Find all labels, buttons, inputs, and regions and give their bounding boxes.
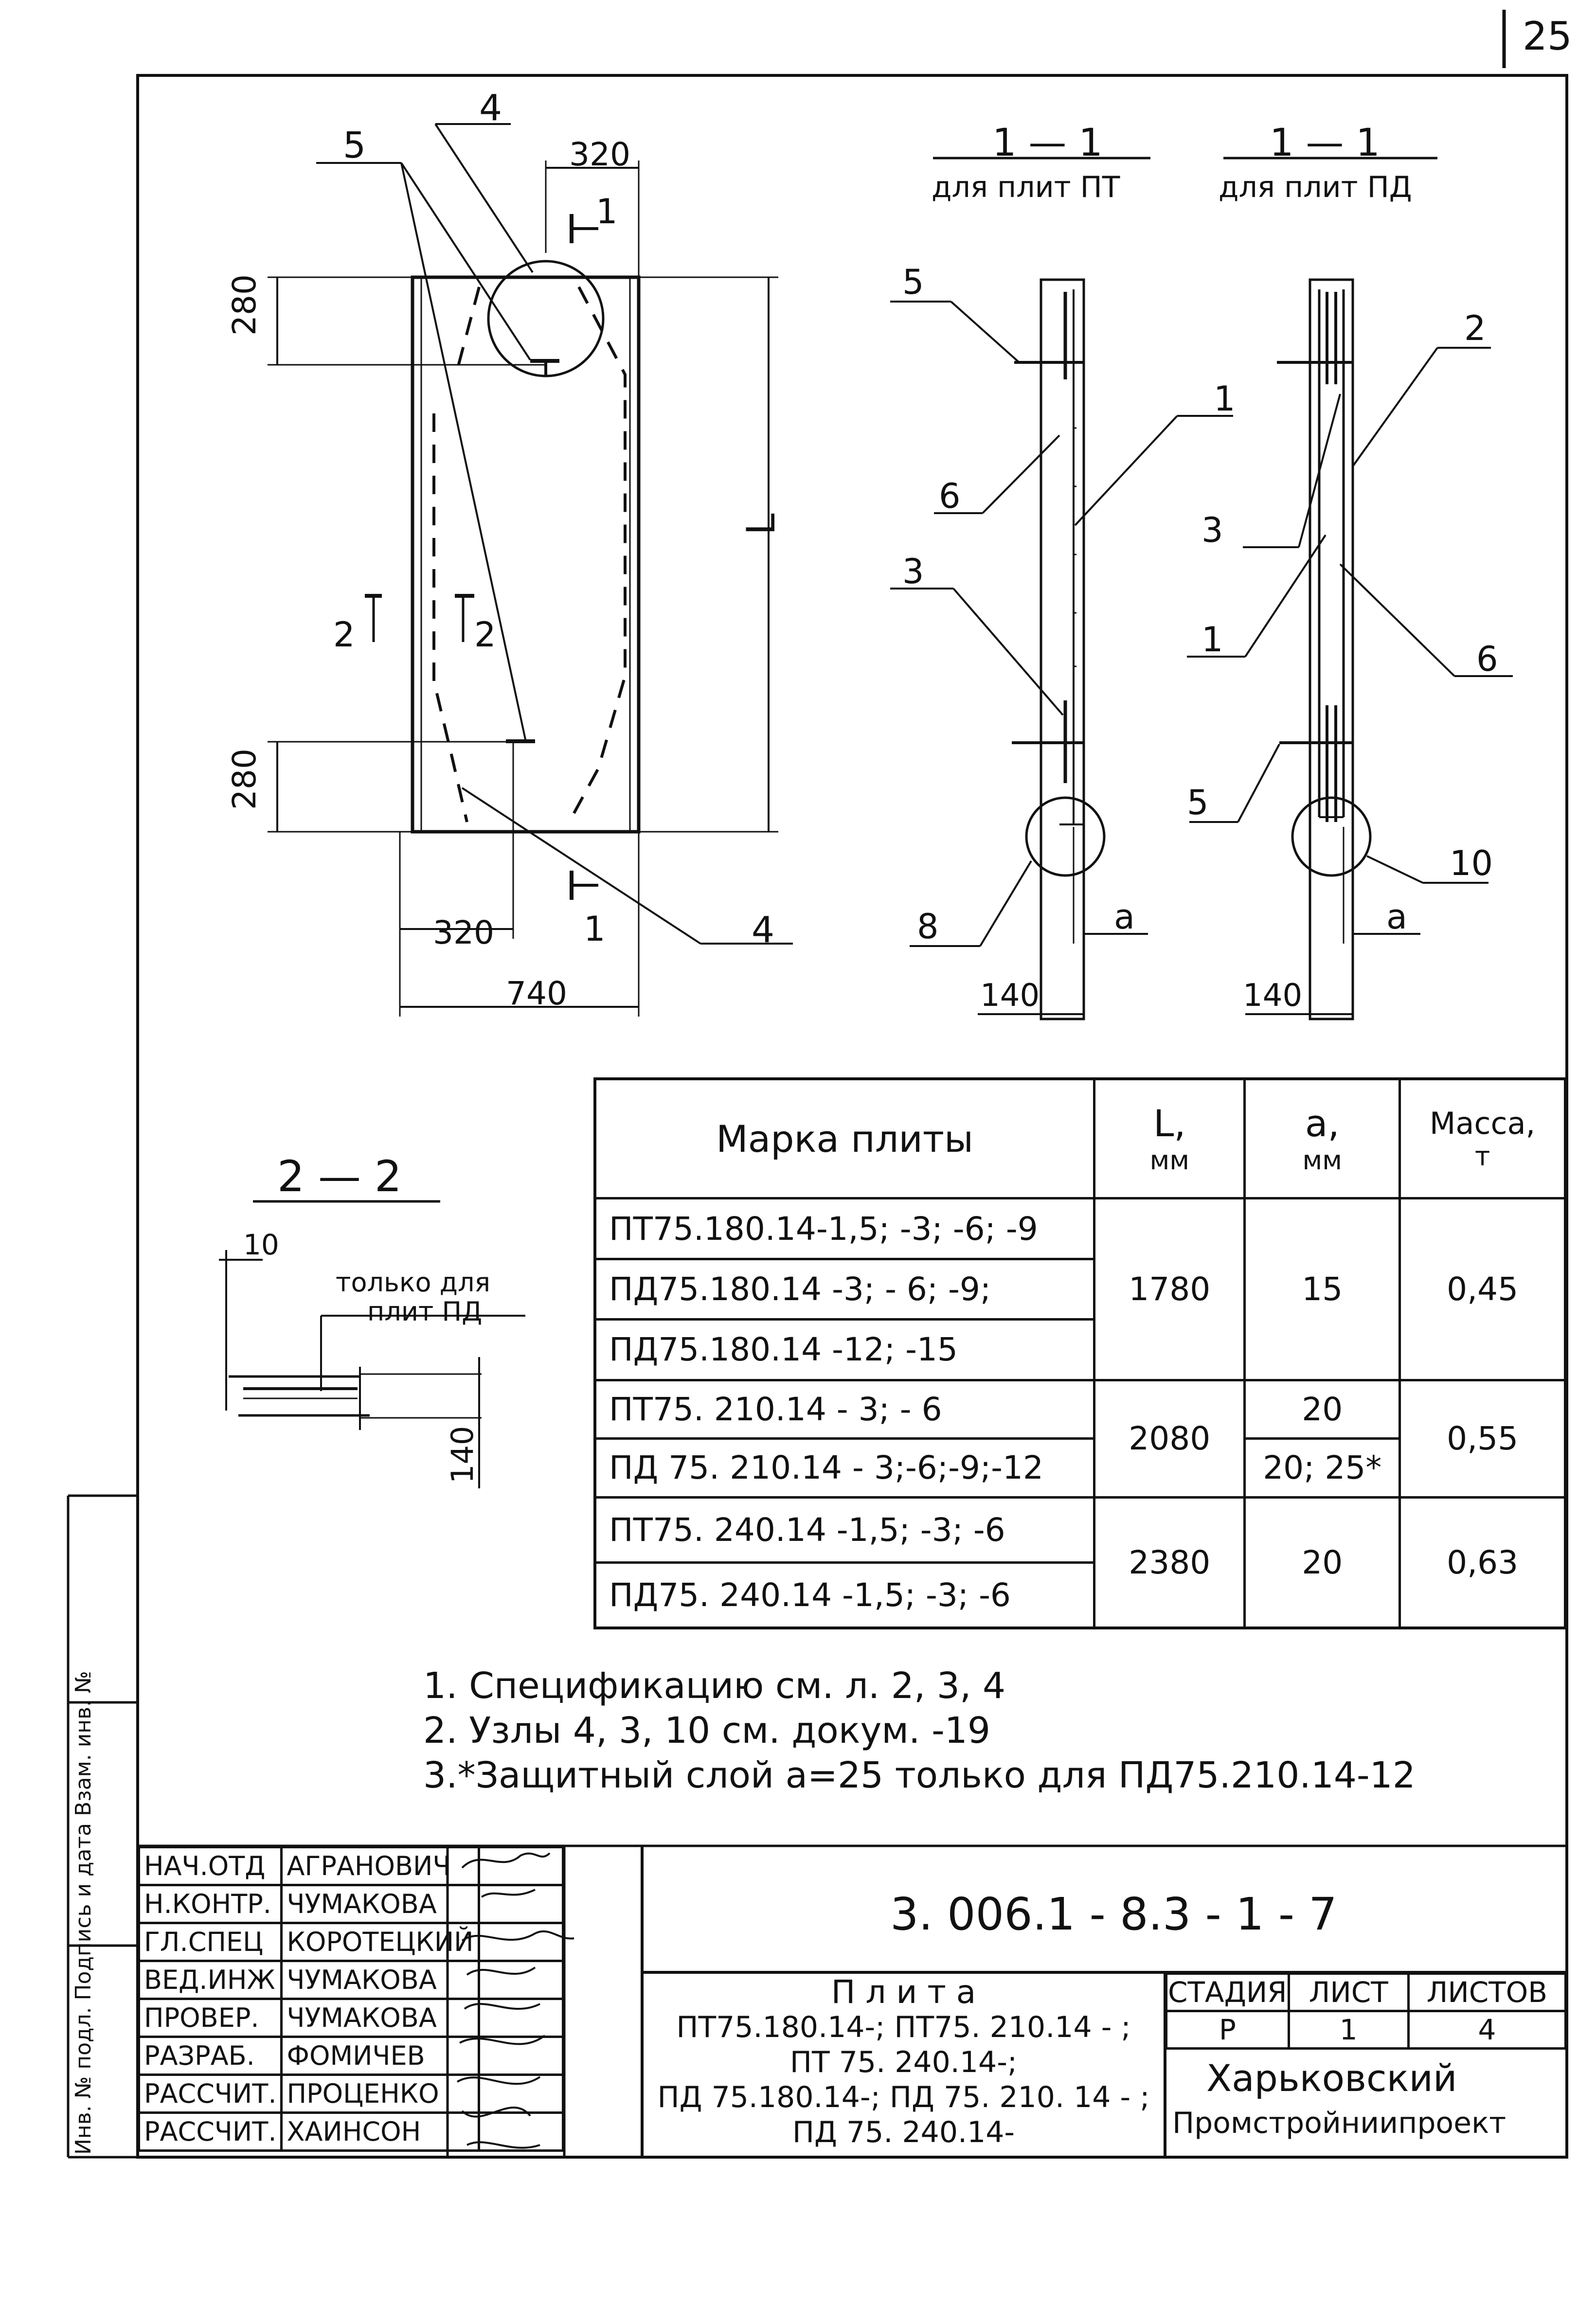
signature-cell — [479, 1923, 563, 1961]
pd-callout-a: a — [1386, 897, 1407, 937]
signature-cell — [479, 1961, 563, 1999]
note-item: 2. Узлы 4, 3, 10 см. докум. -19 — [423, 1710, 990, 1752]
callout-5: 5 — [343, 125, 366, 166]
section-pd-subtitle: для плит ПД — [1219, 170, 1412, 204]
role-label: Н.КОНТР. — [139, 1885, 282, 1923]
pt-callout-a: a — [1114, 897, 1135, 937]
header-l: L, мм — [1094, 1079, 1245, 1198]
person-name: АГРАНОВИЧ — [282, 1847, 479, 1885]
org-name-line2: Промстройниипроект — [1172, 2106, 1506, 2140]
dim-length: L — [738, 513, 784, 535]
sheets-label: ЛИСТОВ — [1408, 1974, 1565, 2011]
group-3-a: 20 — [1245, 1497, 1400, 1628]
header-mass: Масса, т — [1400, 1079, 1565, 1198]
pd-callout-2: 2 — [1464, 308, 1486, 348]
pt-thickness: 140 — [980, 978, 1040, 1014]
person-name: ХАИНСОН — [282, 2113, 479, 2151]
pt-callout-3: 3 — [902, 552, 924, 591]
group-1-mass: 0,45 — [1400, 1198, 1565, 1380]
pd-callout-1: 1 — [1201, 620, 1223, 660]
pd-thickness: 140 — [1243, 978, 1303, 1014]
name-line: ПТ75.180.14-; ПТ75. 210.14 - ; — [676, 2010, 1131, 2044]
signature-cell — [479, 1885, 563, 1923]
table-row-mark: ПТ75.180.14-1,5; -3; -6; -9 — [595, 1198, 1094, 1259]
org-name-line1: Харьковский — [1206, 2056, 1457, 2100]
dim-bottom-width: 320 — [433, 914, 494, 951]
role-label: РАССЧИТ. — [139, 2113, 282, 2151]
header-a: a, мм — [1245, 1079, 1400, 1198]
callout-4-top: 4 — [479, 87, 502, 129]
dim-total-width: 740 — [506, 975, 567, 1012]
stage-label: СТАДИЯ — [1166, 1974, 1289, 2011]
side-stamp: Инв. № подл. Подпись и дата Взам. инв. № — [71, 1671, 96, 2155]
role-label: РАЗРАБ. — [139, 2037, 282, 2075]
signature-cell — [479, 1999, 563, 2037]
cut-2-left: 2 — [333, 615, 355, 655]
section-22-dim-top: 10 — [243, 1228, 279, 1261]
group-3-mass: 0,63 — [1400, 1497, 1565, 1628]
section-pd-view — [1187, 158, 1513, 1019]
person-name: ЧУМАКОВА — [282, 1885, 479, 1923]
pd-callout-6: 6 — [1476, 639, 1498, 679]
note-item: 1. Спецификацию см. л. 2, 3, 4 — [423, 1665, 1006, 1707]
spec-table — [593, 1077, 1567, 1629]
group-1-a: 15 — [1245, 1198, 1400, 1380]
note-item: 3.*Защитный слой а=25 только для ПД75.210.14-12 — [423, 1754, 1416, 1796]
dim-top-width: 320 — [569, 136, 630, 173]
role-label: ГЛ.СПЕЦ — [139, 1923, 282, 1961]
table-row-mark: ПД75. 240.14 -1,5; -3; -6 — [595, 1562, 1094, 1628]
pt-callout-8: 8 — [917, 907, 939, 947]
group-1-l: 1780 — [1094, 1198, 1245, 1380]
sheet-value: 1 — [1289, 2011, 1408, 2049]
role-label: ПРОВЕР. — [139, 1999, 282, 2037]
title-block-roles — [138, 1846, 564, 2152]
table-row-mark: ПТ75. 240.14 -1,5; -3; -6 — [595, 1497, 1094, 1562]
name-line: П л и т а — [831, 1973, 976, 2011]
sheets-value: 4 — [1408, 2011, 1565, 2049]
stage-value: Р — [1166, 2011, 1289, 2049]
name-line: ПД 75.180.14-; ПД 75. 210. 14 - ; — [657, 2080, 1150, 2114]
group-2-l: 2080 — [1094, 1380, 1245, 1497]
section-pd-title: 1 — 1 — [1270, 121, 1380, 165]
plan-view — [268, 124, 793, 1017]
table-row-mark: ПД75.180.14 -12; -15 — [595, 1320, 1094, 1380]
name-line: ПТ 75. 240.14-; — [789, 2045, 1018, 2079]
role-label: ВЕД.ИНЖ — [139, 1961, 282, 1999]
signature-cell — [479, 2037, 563, 2075]
pt-callout-6: 6 — [939, 476, 961, 516]
person-name: КОРОТЕЦКИЙ — [282, 1923, 479, 1961]
role-label: РАССЧИТ. — [139, 2075, 282, 2113]
group-2-a1: 20 — [1245, 1380, 1400, 1438]
signature-cell — [479, 2113, 563, 2151]
table-row-mark: ПД 75. 210.14 - 3;-6;-9;-12 — [595, 1439, 1094, 1497]
stage-table — [1165, 1972, 1567, 2050]
callout-4-bottom: 4 — [752, 909, 775, 951]
section-22-title: 2 — 2 — [277, 1151, 402, 1201]
section-pt-view — [890, 158, 1233, 1019]
dim-top-height: 280 — [226, 274, 263, 336]
signature-cell — [479, 1847, 563, 1885]
person-name: ЧУМАКОВА — [282, 1961, 479, 1999]
cut-2-right: 2 — [474, 615, 496, 655]
person-name: ЧУМАКОВА — [282, 1999, 479, 2037]
name-line: ПД 75. 240.14- — [792, 2115, 1015, 2149]
person-name: ФОМИЧЕВ — [282, 2037, 479, 2075]
section-22-note2: плит ПД — [367, 1296, 483, 1327]
section-22-dim-side: 140 — [445, 1426, 480, 1484]
notes — [423, 1663, 1416, 1798]
pd-callout-5: 5 — [1187, 783, 1209, 822]
sheet-label: ЛИСТ — [1289, 1974, 1408, 2011]
header-mark: Марка плиты — [595, 1079, 1094, 1198]
role-label: НАЧ.ОТД — [139, 1847, 282, 1885]
dim-bottom-height: 280 — [226, 749, 263, 810]
sheet-number: 25 — [1523, 14, 1572, 59]
person-name: ПРОЦЕНКО — [282, 2075, 479, 2113]
group-2-a2: 20; 25* — [1245, 1439, 1400, 1497]
table-row-mark: ПТ75. 210.14 - 3; - 6 — [595, 1380, 1094, 1438]
pt-callout-5: 5 — [902, 262, 924, 302]
cut-1-top: 1 — [596, 192, 618, 232]
table-row-mark: ПД75.180.14 -3; - 6; -9; — [595, 1259, 1094, 1319]
group-2-mass: 0,55 — [1400, 1380, 1565, 1497]
cut-1-bottom: 1 — [584, 909, 606, 949]
group-3-l: 2380 — [1094, 1497, 1245, 1628]
section-pt-subtitle: для плит ПТ — [932, 170, 1120, 204]
section-pt-title: 1 — 1 — [992, 121, 1103, 165]
section-22-note: только для — [336, 1267, 490, 1298]
pd-callout-3: 3 — [1201, 510, 1223, 550]
signature-cell — [479, 2075, 563, 2113]
doc-code: 3. 006.1 - 8.3 - 1 - 7 — [890, 1888, 1337, 1940]
product-name — [642, 1975, 1165, 2150]
pd-callout-10: 10 — [1450, 843, 1493, 883]
pt-callout-1: 1 — [1214, 379, 1236, 419]
